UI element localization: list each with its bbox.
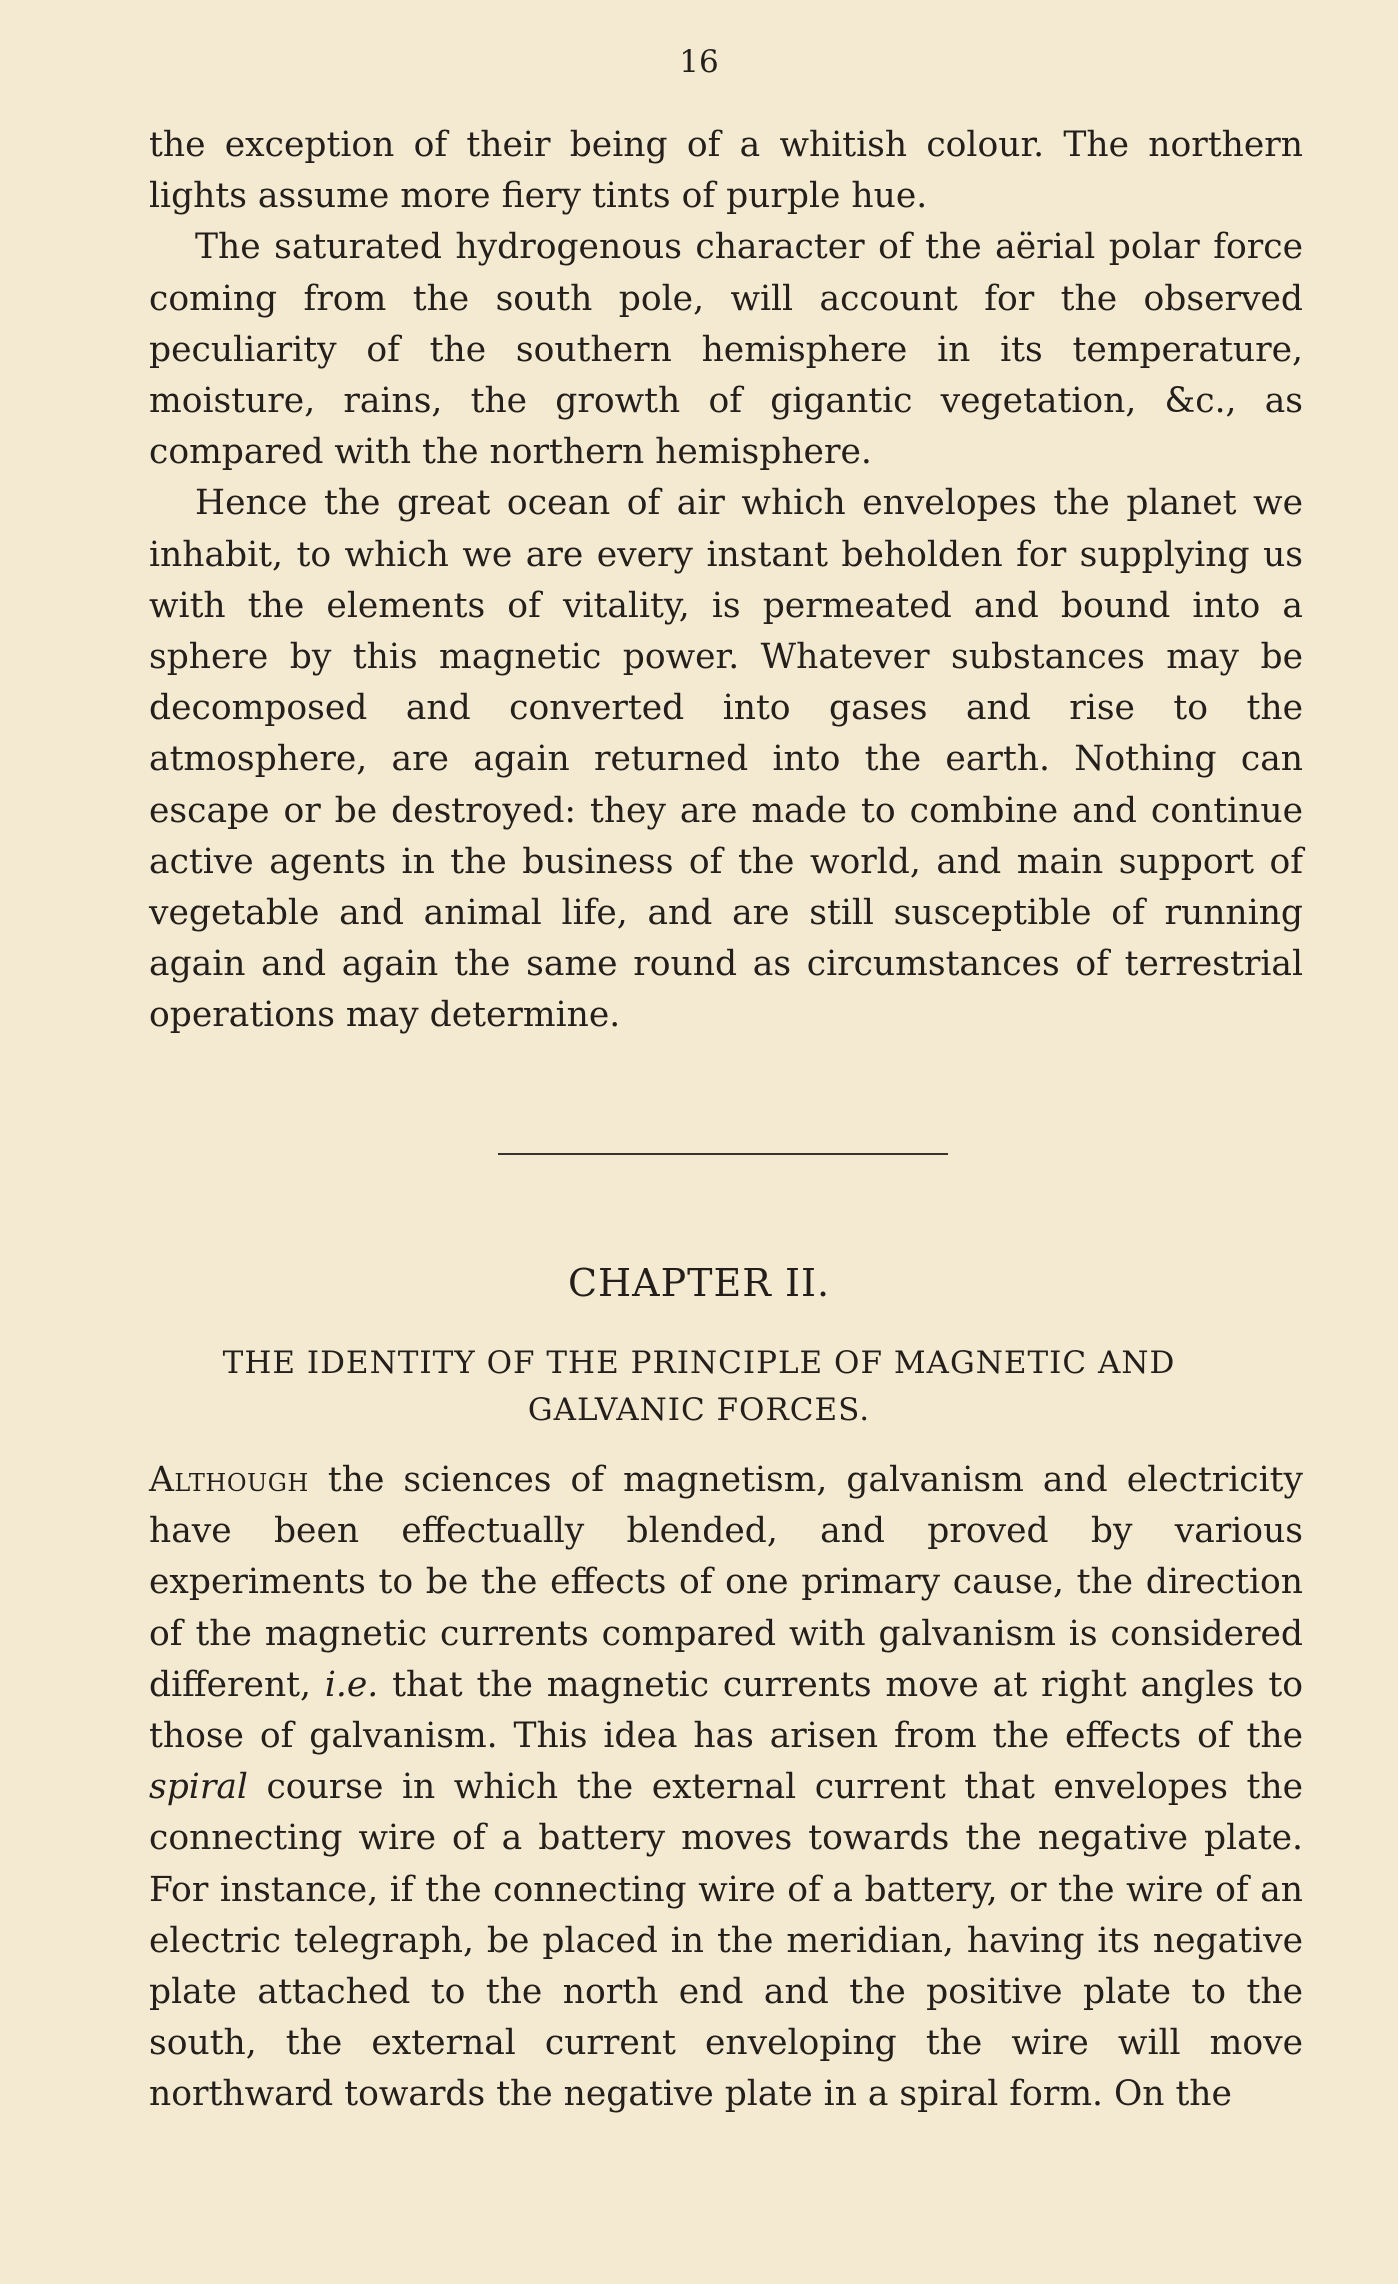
chapter-number: CHAPTER II. bbox=[567, 1261, 831, 1305]
chapter-opening-paragraph bbox=[149, 1455, 1303, 2121]
page-number: 16 bbox=[679, 44, 719, 80]
chapter-title-line-1: THE IDENTITY OF THE PRINCIPLE OF MAGNETIC AND bbox=[222, 1345, 1176, 1381]
paragraph-text-part-1: the sciences of magnetism, galvanism and electricity have been effectually blended, and proved by various experiments to be the effects of one primary cause, the direction of the magnetic currents compared with galvanism is considered different, bbox=[149, 1460, 1303, 1705]
paragraph-ocean-of-air: Hence the great ocean of air which envelopes the planet we inhabit, to which we are every instant beholden for supplying us with the elements of vitality, is permeated and bound into a sphere by this magnetic power. Whatever substances may be decomposed and converted into gases and rise to the atmosphere, are again returned into the earth. Nothing can escape or be destroyed: they are made to combine and continue active agents in the business of the world, and main support of vegetable and animal life, and are still susceptible of running again and again the same round as circumstances of terrestrial operations may determine. bbox=[149, 483, 1303, 1036]
paragraph-southern-hemisphere: The saturated hydrogenous character of the aërial polar force coming from the south pole, will account for the observed peculiarity of the southern hemisphere in its temperature, moisture, rains, the growth of gigantic vegetation, &c., as compared with the northern hemisphere. bbox=[149, 227, 1303, 473]
top-text-block bbox=[149, 120, 1303, 1042]
italic-spiral: spiral bbox=[149, 1767, 248, 1808]
paragraph-text-part-2: that the magnetic currents move at right angles to those of galvanism. This idea has arisen from the effects of the bbox=[149, 1664, 1303, 1757]
italic-ie: i.e. bbox=[324, 1664, 379, 1705]
section-divider-rule bbox=[498, 1153, 948, 1155]
paragraph-continuation: the exception of their being of a whitish colour. The northern lights assume more fiery tints of purple hue. bbox=[149, 125, 1303, 217]
chapter-body-text bbox=[149, 1455, 1303, 2121]
paragraph-text-part-3: course in which the external current that envelopes the connecting wire of a battery moves towards the negative plate. For instance, if the connecting wire of a battery, or the wire of an electric telegraph, be placed in the meridian, having its negative plate attached to the north end and the positive plate to the south, the external current enveloping the wire will move northward towards the negative plate in a spiral form. On the bbox=[149, 1767, 1303, 2115]
chapter-title-line-2: GALVANIC FORCES. bbox=[527, 1392, 871, 1428]
opening-word: Although bbox=[149, 1460, 309, 1500]
chapter-title bbox=[180, 1340, 1218, 1434]
